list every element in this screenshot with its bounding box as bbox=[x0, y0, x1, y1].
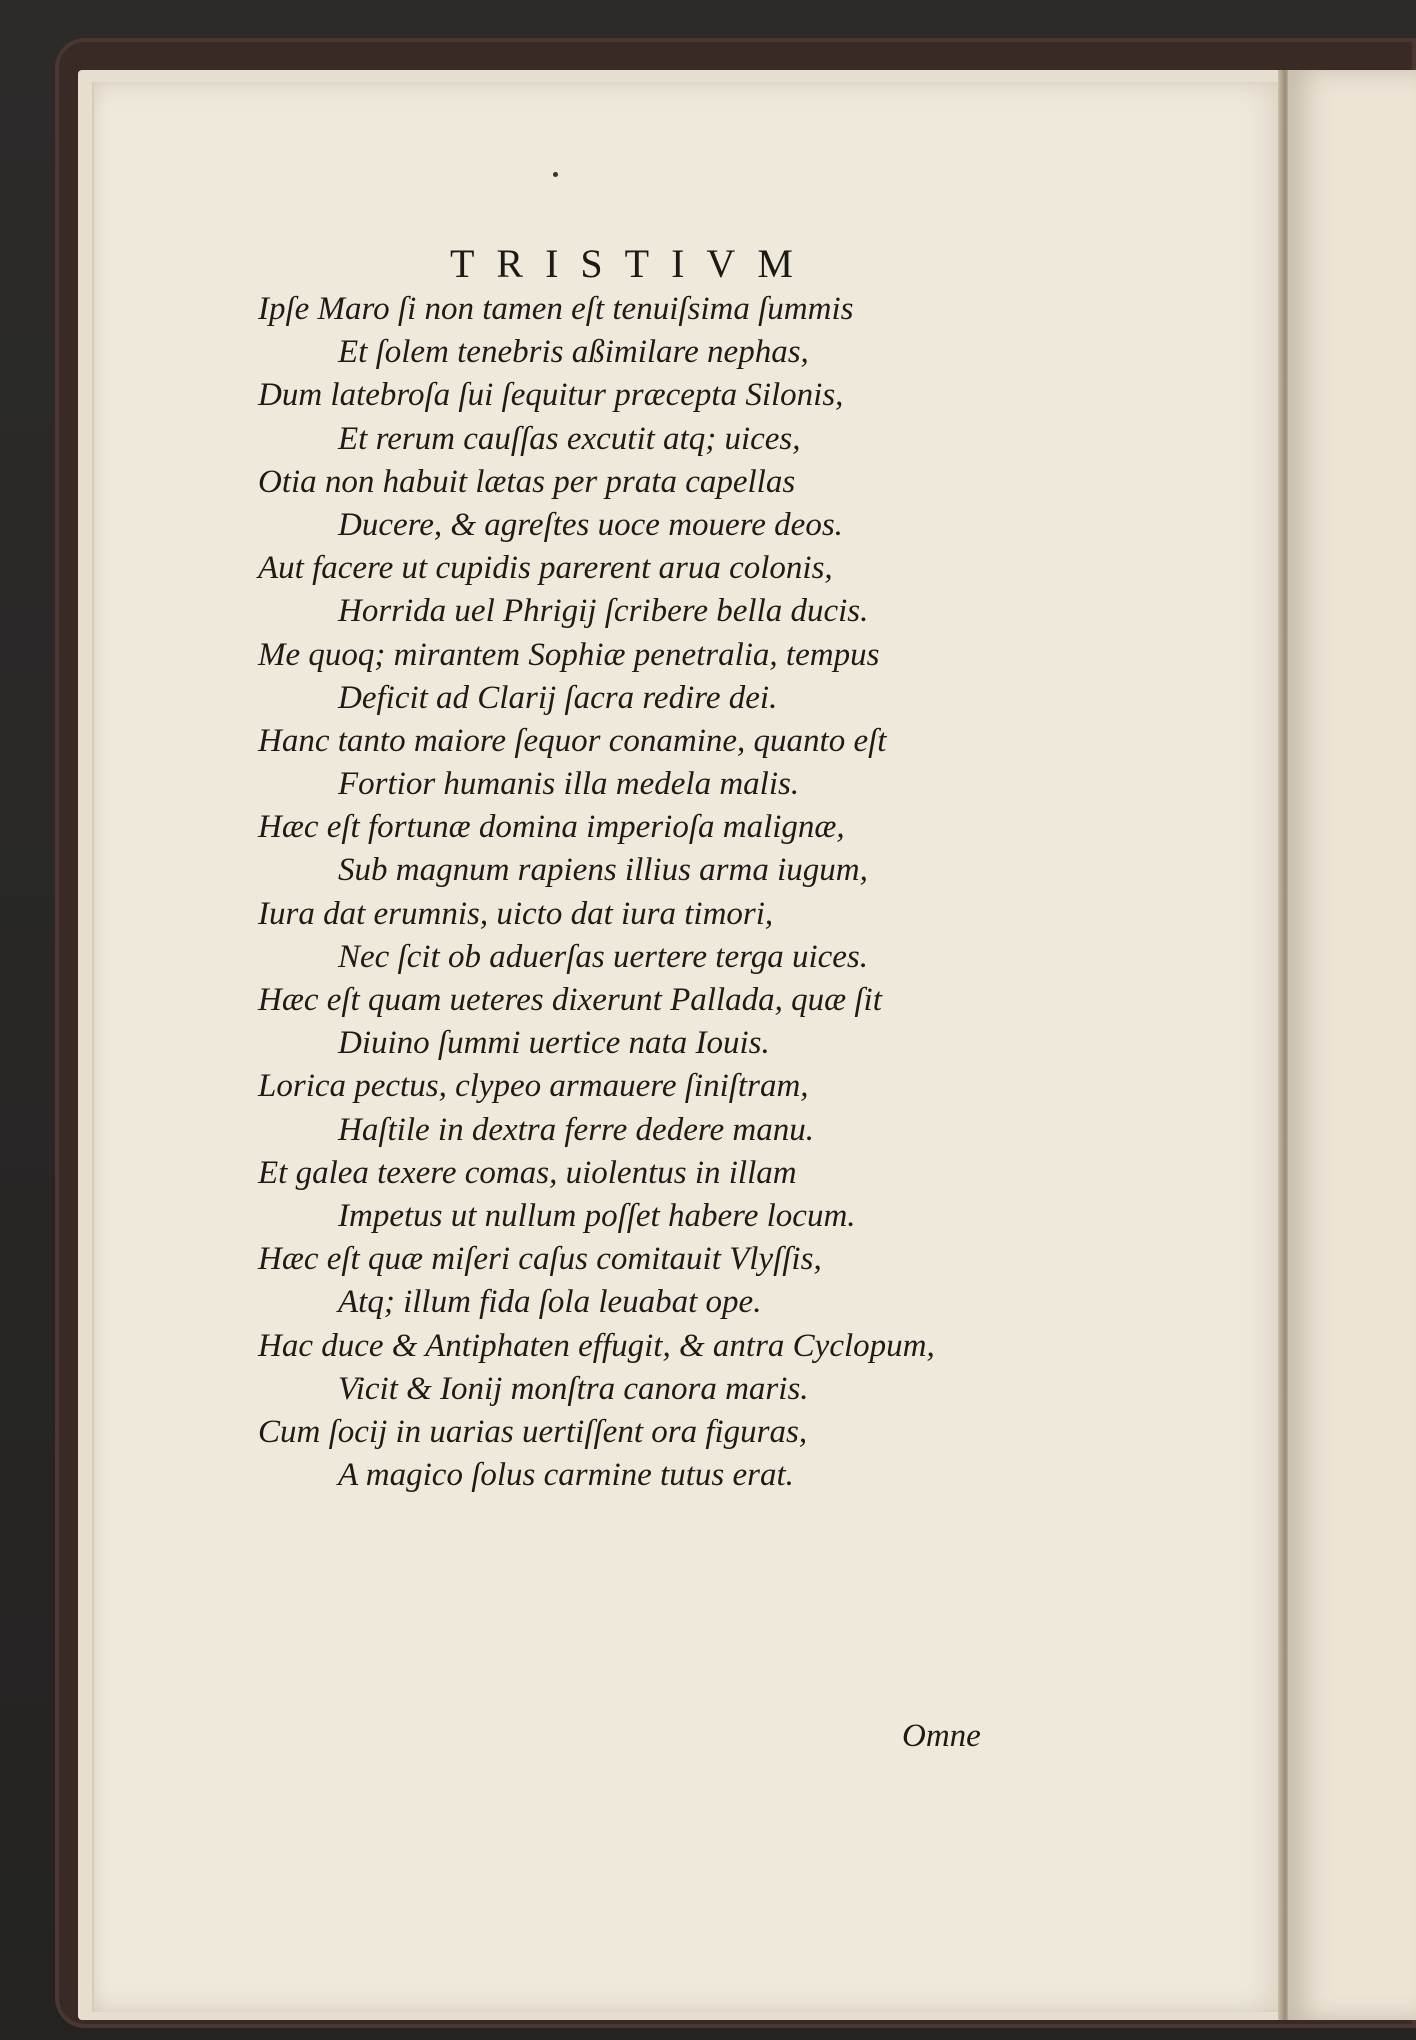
verse-line: Me quoq; mirantem Sophiæ penetralia, tempus bbox=[258, 636, 880, 673]
verse-line: Atq; illum fida ſola leuabat ope. bbox=[338, 1284, 762, 1321]
verse-line: Hanc tanto maiore ſequor conamine, quanto eſt bbox=[258, 722, 887, 759]
verse-line: Nec ſcit ob aduerſas uertere terga uices. bbox=[338, 938, 869, 975]
verse-line: Diuino ſummi uertice nata Iouis. bbox=[338, 1025, 770, 1062]
verse-line: Horrida uel Phrigij ſcribere bella ducis. bbox=[338, 593, 869, 630]
verse-line: Et ſolem tenebris aßimilare nephas, bbox=[338, 334, 809, 371]
verse-block bbox=[258, 288, 1158, 1497]
verse-line: Fortior humanis illa medela malis. bbox=[338, 766, 800, 803]
verse-line: Lorica pectus, clypeo armauere ſiniſtram, bbox=[258, 1068, 809, 1105]
verse-line: Sub magnum rapiens illius arma iugum, bbox=[338, 852, 868, 889]
verse-line: Impetus ut nullum poſſet habere locum. bbox=[338, 1197, 856, 1234]
ink-dot bbox=[553, 172, 558, 177]
verse-line: Hac duce & Antiphaten effugit, & antra Cyclopum, bbox=[258, 1327, 935, 1364]
verse-line: Hæc eſt quam ueteres dixerunt Pallada, quæ ſit bbox=[258, 982, 882, 1018]
verse-line: Iura dat erumnis, uicto dat iura timori, bbox=[258, 895, 774, 932]
verse-line: Aut facere ut cupidis parerent arua colonis, bbox=[258, 550, 833, 587]
catchword: Omne bbox=[902, 1718, 981, 1754]
verse-line: Vicit & Ionij monſtra canora maris. bbox=[338, 1370, 809, 1407]
verse-line: Cum ſocij in uarias uertiſſent ora figuras, bbox=[258, 1413, 808, 1450]
verse-line: Ducere, & agreſtes uoce mouere deos. bbox=[338, 506, 843, 543]
running-head: TRISTIVM bbox=[450, 241, 815, 286]
verse-line: Hæc eſt quæ miſeri caſus comitauit Vlyſſis, bbox=[258, 1241, 822, 1278]
right-page-edge bbox=[1288, 70, 1416, 2020]
verse-line: Hæc eſt fortunæ domina imperioſa malignæ, bbox=[258, 809, 845, 846]
verse-line: Ipſe Maro ſi non tamen eſt tenuiſsima ſummis bbox=[258, 291, 854, 327]
verse-line: Dum latebroſa ſui ſequitur præcepta Silonis, bbox=[258, 377, 844, 414]
verse-line: Deficit ad Clarij ſacra redire dei. bbox=[338, 679, 778, 716]
verse-line: Otia non habuit lætas per prata capellas bbox=[258, 463, 796, 500]
verse-line: Et rerum cauſſas excutit atq; uices, bbox=[338, 420, 801, 457]
verse-line: A magico ſolus carmine tutus erat. bbox=[338, 1457, 794, 1494]
verse-line: Haſtile in dextra ferre dedere manu. bbox=[338, 1111, 814, 1148]
verse-line: Et galea texere comas, uiolentus in illam bbox=[258, 1154, 797, 1191]
